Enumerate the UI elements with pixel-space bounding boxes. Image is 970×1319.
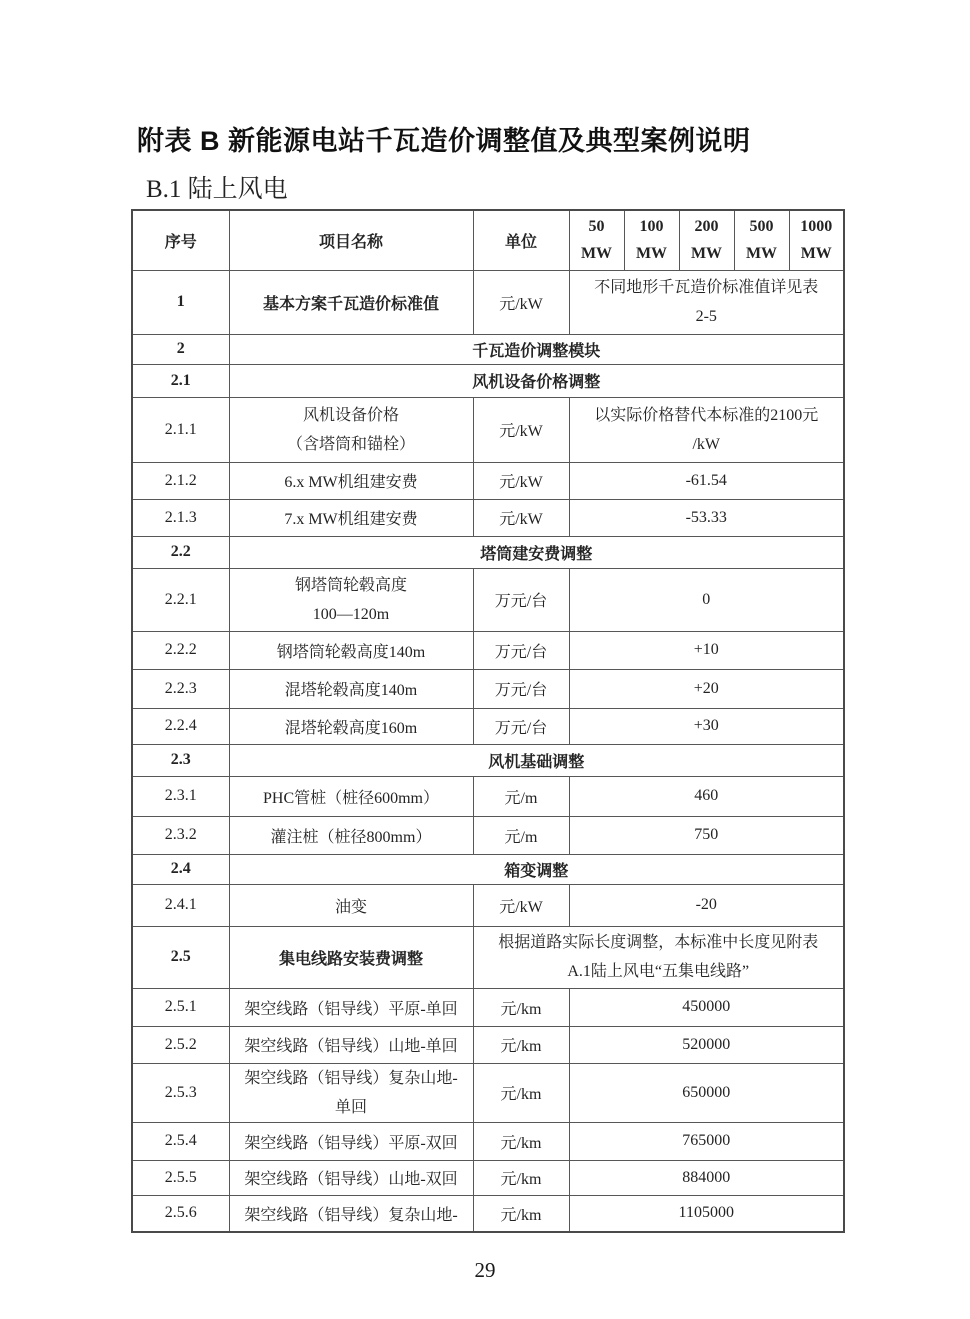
table-row (132, 631, 844, 669)
table-header-row (132, 210, 844, 270)
capacity-value: 1000 (800, 218, 833, 236)
unit-cell: 元/kW (473, 270, 569, 334)
capacity-unit: MW (580, 245, 613, 263)
value-cell: -20 (569, 884, 844, 926)
seq-cell: 2.5.1 (132, 988, 229, 1026)
seq-cell: 2.1 (132, 364, 229, 397)
table-row (132, 816, 844, 854)
cell-line: 100—120m (312, 605, 390, 623)
capacity-value: 50 (588, 218, 605, 236)
unit-cell: 元/kW (473, 397, 569, 462)
name-cell: 6.x MW机组建安费 (229, 462, 473, 499)
header-capacity-cell (734, 210, 789, 270)
section-heading: B.1 陆上风电 (146, 176, 288, 203)
seq-cell: 2.1.3 (132, 499, 229, 536)
section-title-cell: 风机基础调整 (229, 744, 844, 776)
name-cell: 混塔轮毂高度160m (229, 708, 473, 744)
seq-cell: 2.4.1 (132, 884, 229, 926)
seq-cell: 2.3.1 (132, 776, 229, 816)
seq-cell: 2 (132, 334, 229, 364)
header-name-cell: 项目名称 (229, 210, 473, 270)
section-title-cell: 集电线路安装费调整 (229, 926, 473, 988)
name-cell: 灌注桩（桩径800mm） (229, 816, 473, 854)
table-row (132, 854, 844, 884)
unit-cell: 元/m (473, 776, 569, 816)
table-row (132, 1195, 844, 1232)
seq-cell: 2.5.2 (132, 1026, 229, 1063)
table-row (132, 1160, 844, 1195)
name-cell: 架空线路（铝导线）山地-单回 (229, 1026, 473, 1063)
capacity-unit: MW (745, 245, 778, 263)
value-cell (569, 397, 844, 462)
value-cell: 1105000 (569, 1195, 844, 1232)
cell-line: 以实际价格替代本标准的2100元 (594, 406, 819, 424)
value-cell: +30 (569, 708, 844, 744)
cost-adjustment-table (131, 209, 845, 1233)
name-cell: PHC管桩（桩径600mm） (229, 776, 473, 816)
name-cell: 架空线路（铝导线）山地-双回 (229, 1160, 473, 1195)
seq-cell: 2.3.2 (132, 816, 229, 854)
page-number: 29 (474, 1258, 496, 1282)
table-row (132, 926, 844, 988)
unit-cell: 元/km (473, 1122, 569, 1160)
unit-cell: 元/km (473, 1160, 569, 1195)
value-cell: 650000 (569, 1063, 844, 1122)
table-row (132, 499, 844, 536)
cell-line: 不同地形千瓦造价标准值详见表 (594, 279, 819, 296)
unit-cell: 万元/台 (473, 568, 569, 631)
capacity-unit: MW (800, 245, 832, 263)
section-title-cell: 塔筒建安费调整 (229, 536, 844, 568)
value-cell: +20 (569, 669, 844, 708)
value-cell: 884000 (569, 1160, 844, 1195)
table-row (132, 776, 844, 816)
seq-cell: 2.2.4 (132, 708, 229, 744)
value-cell: 0 (569, 568, 844, 631)
table-row (132, 397, 844, 462)
note-cell (473, 926, 844, 988)
unit-cell: 元/kW (473, 884, 569, 926)
name-cell: 架空线路（铝导线）平原-单回 (229, 988, 473, 1026)
table-row (132, 568, 844, 631)
unit-cell: 元/kW (473, 499, 569, 536)
table-row (132, 1063, 844, 1122)
cell-line: 架空线路（铝导线）复杂山地- (244, 1069, 458, 1087)
value-cell: -61.54 (569, 462, 844, 499)
name-cell (229, 1063, 473, 1122)
section-title-cell: 千瓦造价调整模块 (229, 334, 844, 364)
value-cell: 765000 (569, 1122, 844, 1160)
seq-cell: 2.5.6 (132, 1195, 229, 1232)
value-cell: 460 (569, 776, 844, 816)
cell-line: /kW (692, 435, 721, 453)
unit-cell: 元/km (473, 988, 569, 1026)
seq-cell: 2.2.1 (132, 568, 229, 631)
seq-cell: 2.3 (132, 744, 229, 776)
seq-cell: 2.4 (132, 854, 229, 884)
seq-cell: 2.1.2 (132, 462, 229, 499)
seq-cell: 2.2.3 (132, 669, 229, 708)
unit-cell: 万元/台 (473, 631, 569, 669)
seq-cell: 2.5.4 (132, 1122, 229, 1160)
header-capacity-cell (624, 210, 679, 270)
unit-cell: 元/kW (473, 462, 569, 499)
unit-cell: 元/km (473, 1195, 569, 1232)
capacity-unit: MW (635, 245, 668, 263)
capacity-value: 200 (694, 218, 719, 236)
table-row (132, 334, 844, 364)
seq-cell: 2.1.1 (132, 397, 229, 462)
capacity-unit: MW (690, 245, 723, 263)
cell-line: （含塔筒和锚栓） (286, 435, 415, 453)
value-cell: 520000 (569, 1026, 844, 1063)
name-cell: 基本方案千瓦造价标准值 (229, 270, 473, 334)
header-capacity-cell (789, 210, 844, 270)
table-row (132, 988, 844, 1026)
header-capacity-cell (569, 210, 624, 270)
cell-line: 2-5 (695, 308, 717, 325)
table-row (132, 708, 844, 744)
value-cell: -53.33 (569, 499, 844, 536)
table-row (132, 462, 844, 499)
unit-cell: 万元/台 (473, 669, 569, 708)
capacity-value: 100 (639, 218, 664, 236)
table-row (132, 669, 844, 708)
seq-cell: 2.5.3 (132, 1063, 229, 1122)
table-row (132, 364, 844, 397)
unit-cell: 元/m (473, 816, 569, 854)
capacity-value: 500 (749, 218, 774, 236)
header-capacity-cell (679, 210, 734, 270)
unit-cell: 元/km (473, 1063, 569, 1122)
seq-cell: 1 (132, 270, 229, 334)
value-cell: 750 (569, 816, 844, 854)
name-cell: 钢塔筒轮毂高度140m (229, 631, 473, 669)
table-row (132, 1122, 844, 1160)
name-cell: 架空线路（铝导线）平原-双回 (229, 1122, 473, 1160)
table-row (132, 270, 844, 334)
value-cell: 450000 (569, 988, 844, 1026)
table-row (132, 536, 844, 568)
header-unit-cell: 单位 (473, 210, 569, 270)
table-row (132, 1026, 844, 1063)
name-cell (229, 397, 473, 462)
table-row (132, 884, 844, 926)
section-title-cell: 箱变调整 (229, 854, 844, 884)
name-cell (229, 568, 473, 631)
value-cell (569, 270, 844, 334)
cell-line: 风机设备价格 (302, 406, 399, 424)
cell-line: 单回 (334, 1098, 367, 1116)
table-row (132, 744, 844, 776)
value-cell: +10 (569, 631, 844, 669)
unit-cell: 万元/台 (473, 708, 569, 744)
seq-cell: 2.2 (132, 536, 229, 568)
cell-line: 根据道路实际长度调整，本标准中长度见附表 (498, 934, 819, 951)
name-cell: 架空线路（铝导线）复杂山地- (229, 1195, 473, 1232)
cell-line: A.1陆上风电“五集电线路” (567, 963, 750, 980)
seq-cell: 2.5.5 (132, 1160, 229, 1195)
seq-cell: 2.2.2 (132, 631, 229, 669)
name-cell: 混塔轮毂高度140m (229, 669, 473, 708)
cell-line: 钢塔筒轮毂高度 (294, 576, 407, 594)
header-seq-cell: 序号 (132, 210, 229, 270)
name-cell: 7.x MW机组建安费 (229, 499, 473, 536)
unit-cell: 元/km (473, 1026, 569, 1063)
name-cell: 油变 (229, 884, 473, 926)
seq-cell: 2.5 (132, 926, 229, 988)
section-title-cell: 风机设备价格调整 (229, 364, 844, 397)
page-title: 附表 B 新能源电站千瓦造价调整值及典型案例说明 (137, 126, 751, 156)
